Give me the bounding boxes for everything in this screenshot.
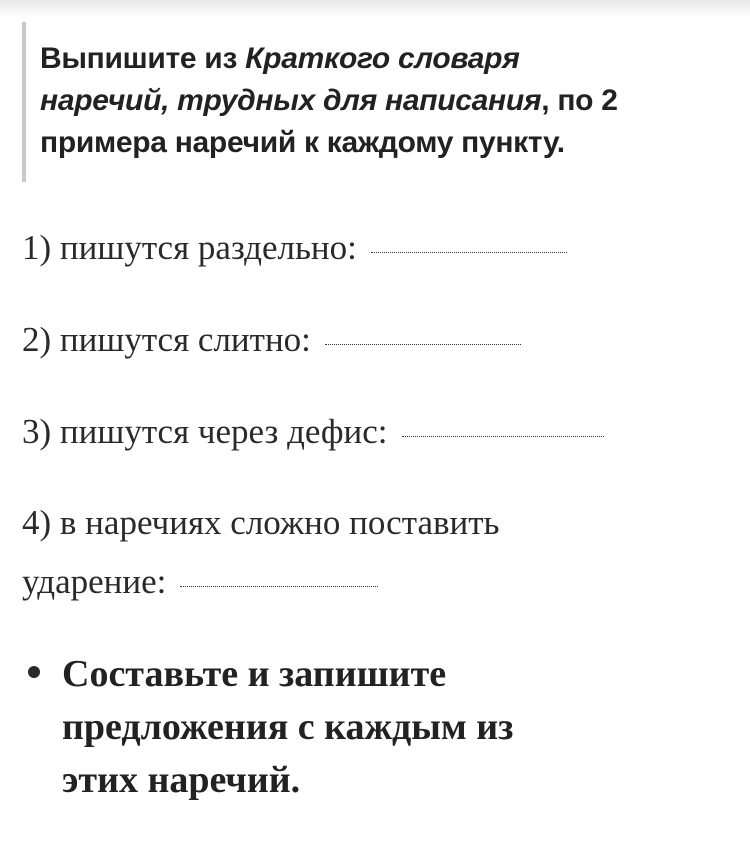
task-instruction-text xyxy=(40,22,722,164)
task-line1-text: Выпишите из xyxy=(40,42,246,75)
item-2-blank xyxy=(325,343,521,345)
item-1 xyxy=(22,222,567,274)
bullet-dot-icon xyxy=(28,666,40,678)
bullet-task xyxy=(28,648,728,807)
item-2 xyxy=(22,314,521,366)
bullet-line1: Составьте и запишите xyxy=(62,653,447,695)
item-3 xyxy=(22,406,604,458)
top-shadow xyxy=(0,0,750,18)
item-1-label: 1) пишутся раздельно: xyxy=(22,228,357,267)
item-4-line2 xyxy=(22,556,378,608)
bullet-line3: этих наречий. xyxy=(62,759,301,801)
item-2-label: 2) пишутся слитно: xyxy=(22,320,311,359)
task-line2-italic: наречий, трудных для написания xyxy=(40,84,542,117)
item-1-blank xyxy=(371,251,567,253)
task-line2-text: , по 2 xyxy=(541,84,618,117)
bullet-text xyxy=(62,648,672,807)
item-4-label-line2: ударение: xyxy=(22,562,167,601)
item-4-blank xyxy=(180,585,378,587)
bullet-line2: предложения с каждым из xyxy=(62,706,514,748)
item-3-label: 3) пишутся через дефис: xyxy=(22,412,388,451)
task-line3-text: примера наречий к каждому пункту. xyxy=(40,126,565,159)
item-4-label-line1: 4) в наречиях сложно поставить xyxy=(22,503,500,542)
item-4-line1 xyxy=(22,497,500,549)
task-instruction-block xyxy=(22,22,722,182)
item-3-blank xyxy=(402,435,604,437)
task-line1-italic: Краткого словаря xyxy=(245,42,520,75)
